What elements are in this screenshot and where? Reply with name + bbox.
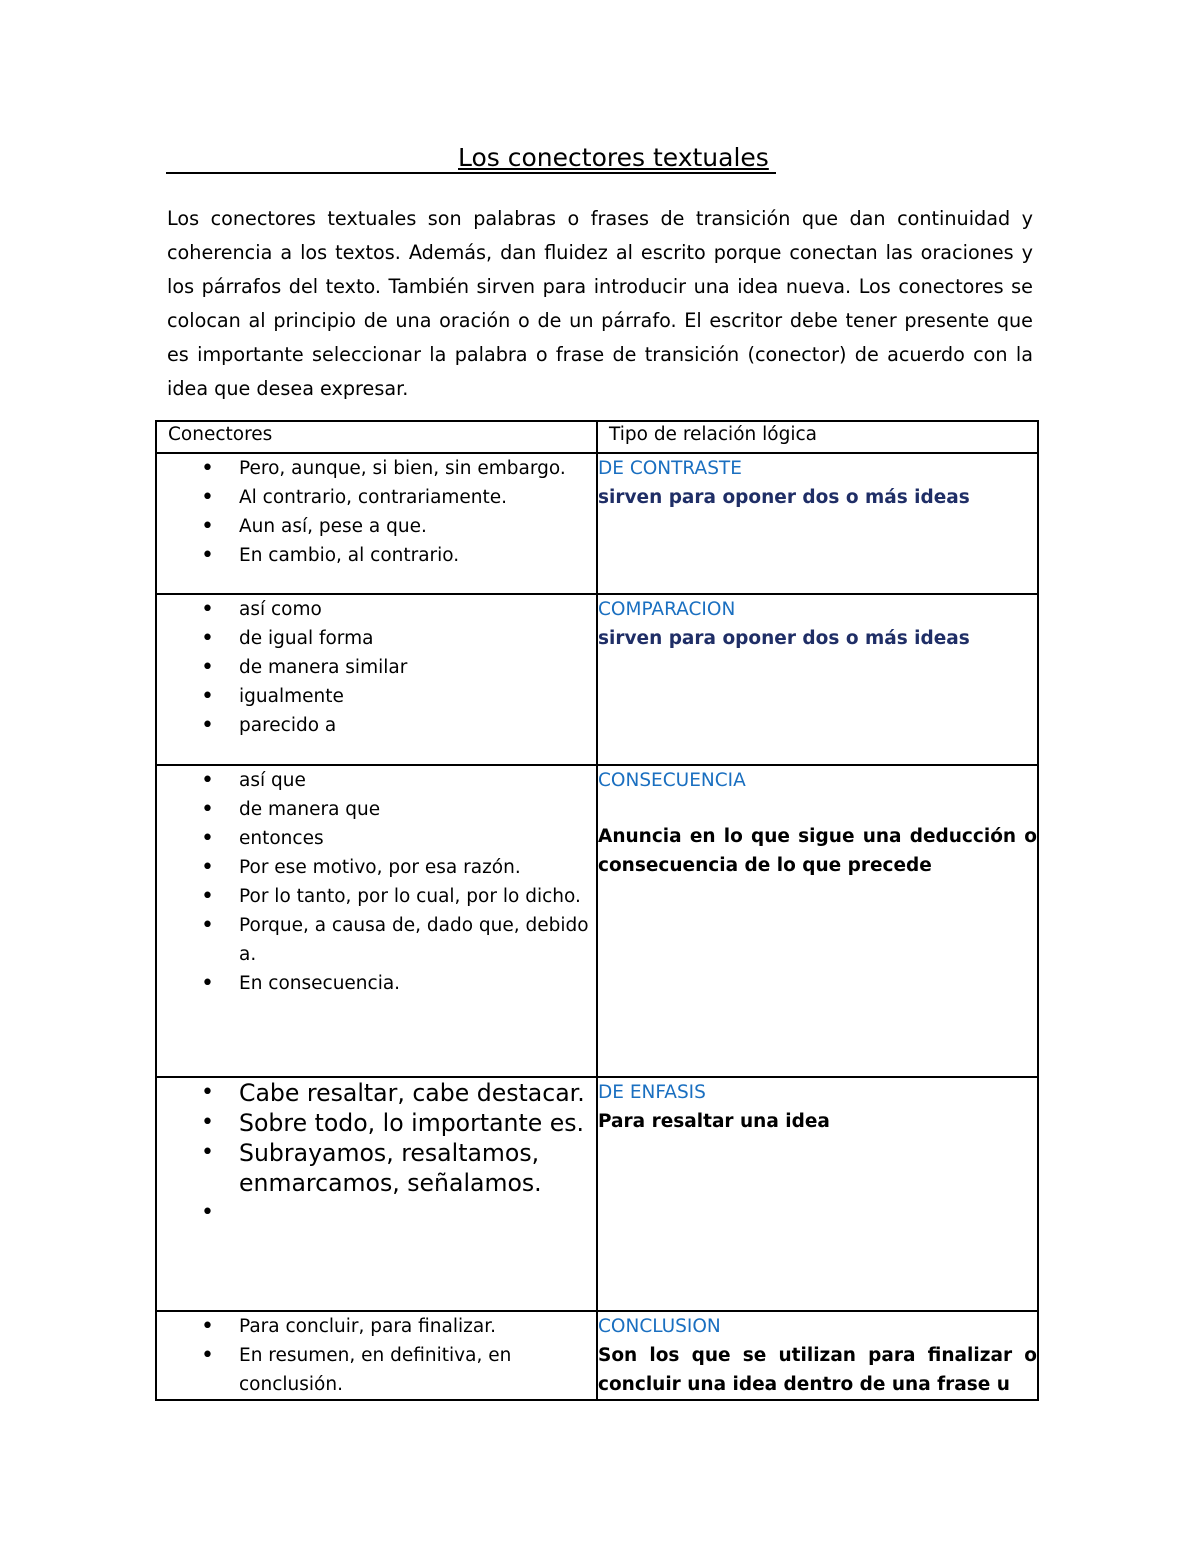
list-item: • Porque, a causa de, dado que, debido a. [201,913,589,965]
intro-paragraph: Los conectores textuales son palabras o frases de transición que dan continuidad y coherencia a los textos. Además, dan fluidez al escrito porque conectan las oraciones y los párrafos del texto. También sirven para introducir una idea nueva. Los conectores se colocan al principio de una oración o de un párrafo. El escritor debe tener presente que es importante seleccionar la palabra o frase de transición (conector) de acuerdo con la idea que desea expresar. [167,207,1033,400]
logic-type-cell [597,765,1038,1077]
list-item: • así como [201,597,322,622]
bullet-icon: • [201,913,214,938]
page-title: Los conectores textuales [458,143,769,172]
header-logic-type: Tipo de relación lógica [597,421,1038,453]
bullet-icon: • [201,597,214,622]
logic-type-name: DE CONTRASTE [598,458,742,479]
logic-type-description: Son los que se utilizan para finalizar o concluir una idea dentro de una frase u [598,1345,1037,1395]
list-item: • Aun así, pese a que. [201,514,427,539]
list-item: • parecido a [201,713,337,738]
bullet-icon: • [201,855,214,880]
list-item: • Subrayamos, resaltamos, enmarcamos, señalamos. [201,1139,542,1197]
connector-list [157,766,596,998]
bullet-icon: • [201,826,214,851]
bullet-icon: • [201,1314,214,1339]
connectors-cell [156,453,597,594]
bullet-icon: • [201,684,214,709]
list-item: • En resumen, en definitiva, en conclusión. [201,1343,512,1395]
bullet-icon: • [201,456,214,481]
list-item: • de igual forma [201,626,374,651]
connector-list [157,1312,596,1399]
logic-type-cell [597,1311,1038,1400]
connectors-cell [156,1311,597,1400]
bullet-icon: • [201,655,214,680]
bullet-icon: • [201,768,214,793]
logic-type-name: CONCLUSION [598,1316,721,1337]
list-item [157,1198,596,1228]
logic-type-description: sirven para oponer dos o más ideas [598,487,970,508]
list-item: • En consecuencia. [201,971,401,996]
table-header-row [156,421,1038,453]
list-item: • Por ese motivo, por esa razón. [201,855,521,880]
list-item: • de manera que [201,797,381,822]
list-item: • Cabe resaltar, cabe destacar. [201,1079,585,1107]
list-item: • Por lo tanto, por lo cual, por lo dicho. [201,884,581,909]
bullet-icon: • [201,797,214,822]
connector-list [157,454,596,570]
bullet-icon: • [201,884,214,909]
bullet-icon: • [201,1200,214,1225]
bullet-icon: • [201,713,214,738]
logic-type-cell [597,1077,1038,1311]
list-item: • Al contrario, contrariamente. [201,485,508,510]
list-item: • En cambio, al contrario. [201,543,460,568]
logic-type-name: COMPARACION [598,599,736,620]
bullet-icon: • [201,1343,214,1368]
logic-type-description: sirven para oponer dos o más ideas [598,628,970,649]
logic-type-description: Anuncia en lo que sigue una deducción o consecuencia de lo que precede [598,826,1037,876]
table-row [156,453,1038,594]
bullet-icon: • [201,543,214,568]
connectors-cell [156,1077,597,1311]
list-item: • igualmente [201,684,344,709]
bullet-icon: • [201,485,214,510]
list-item: • Pero, aunque, si bien, sin embargo. [201,456,566,481]
logic-type-cell [597,594,1038,765]
bullet-icon: • [201,971,214,996]
connectors-cell [156,594,597,765]
list-item: • así que [201,768,306,793]
table-row [156,1311,1038,1400]
bullet-icon: • [201,1140,214,1165]
connectors-table [155,420,1039,1401]
table-row [156,1077,1038,1311]
connector-list [157,595,596,740]
list-item: • Sobre todo, lo importante es. [201,1109,585,1137]
bullet-icon: • [201,1080,214,1105]
logic-type-description: Para resaltar una idea [598,1111,830,1132]
bullet-icon: • [201,514,214,539]
logic-type-name: CONSECUENCIA [598,770,746,791]
list-item: • de manera similar [201,655,408,680]
bullet-icon: • [201,626,214,651]
logic-type-cell [597,453,1038,594]
connectors-cell [156,765,597,1077]
list-item: • Para concluir, para finalizar. [201,1314,496,1339]
connector-list [157,1078,596,1228]
list-item: • entonces [201,826,324,851]
bullet-icon: • [201,1110,214,1135]
header-connectors: Conectores [156,421,597,453]
table-row [156,765,1038,1077]
logic-type-name: DE ENFASIS [598,1082,706,1103]
table-row [156,594,1038,765]
